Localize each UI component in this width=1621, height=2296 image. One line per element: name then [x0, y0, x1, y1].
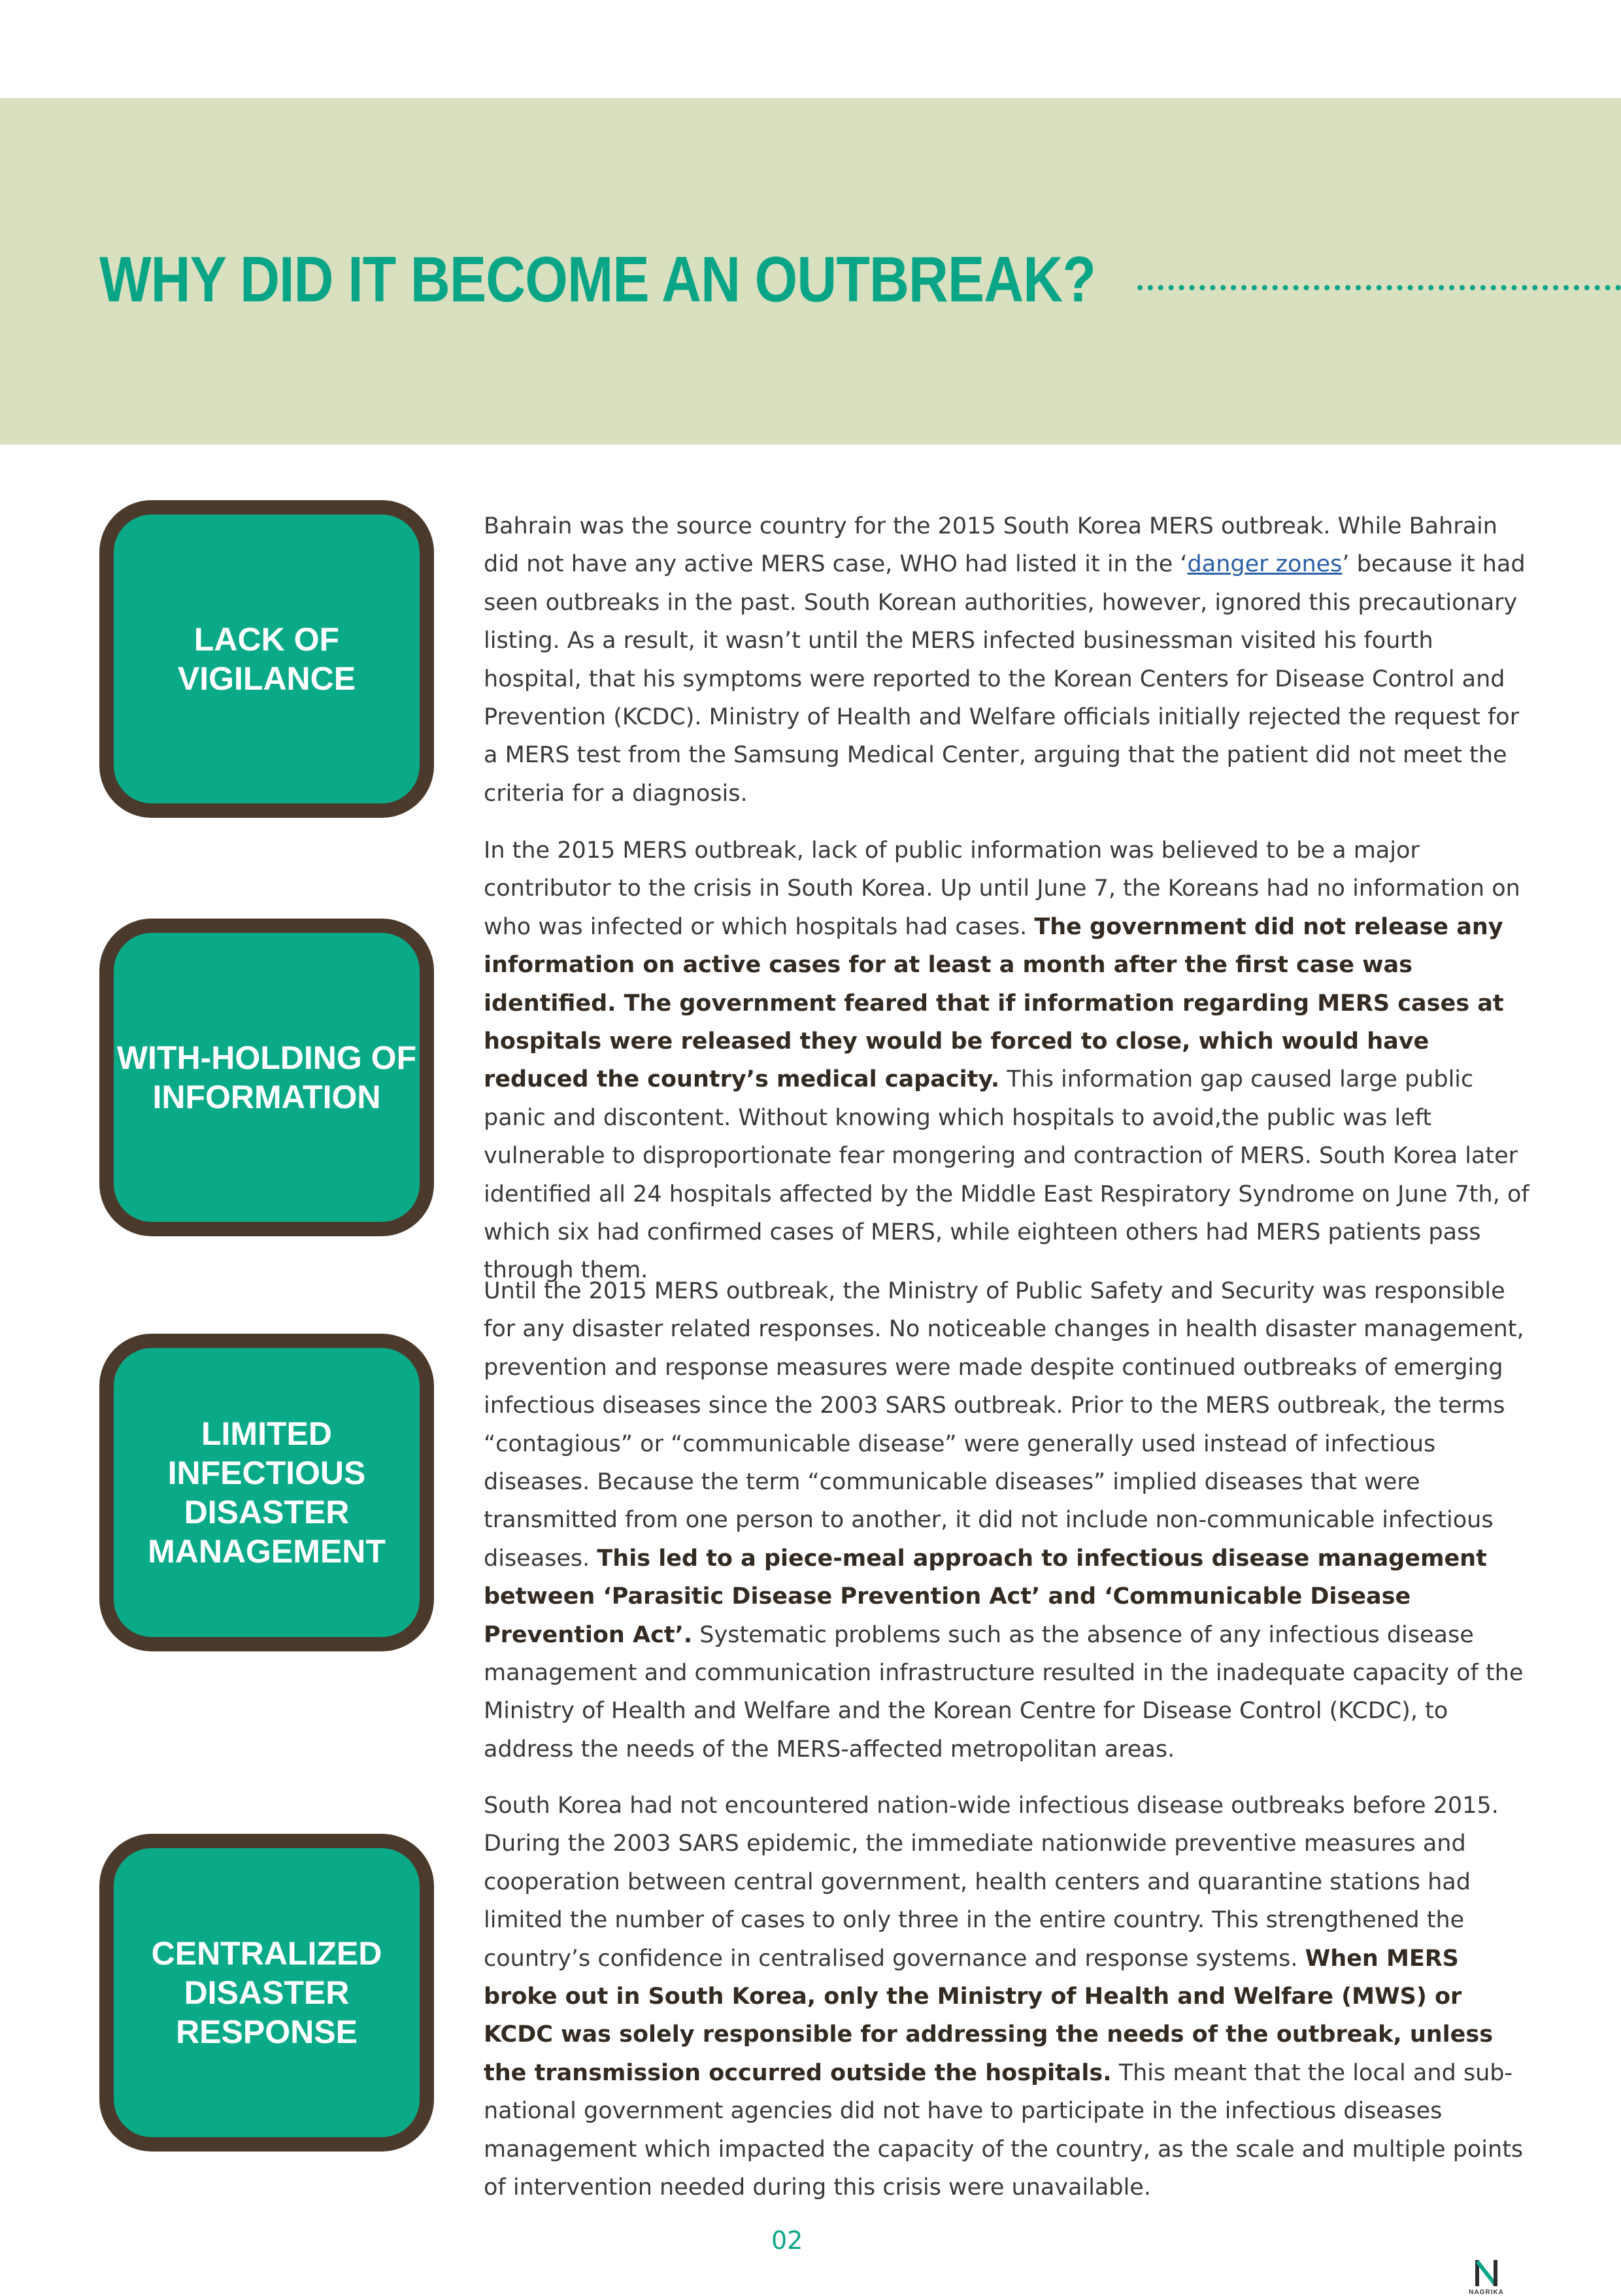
paragraph-text: Bahrain was the source country for the 2015 South Korea MERS outbreak. While Bahrain did not have any active MERS case, WHO had listed it in the ‘: [484, 513, 1497, 578]
section-label-centralized-disaster-response: [99, 1834, 434, 2152]
paragraph-text: This information gap caused large public panic and discontent. Without knowing which hospitals to avoid,the public was left vulnerable to disproportionate fear mongering and contraction of MERS. South Korea later identified all 24 hospitals affected by the Middle East Respiratory Syndrome on June 7th, of which six had confirmed cases of MERS, while eighteen others had MERS patients pass through them.: [484, 1066, 1529, 1284]
section-label-with-holding-information: [99, 919, 434, 1236]
paragraph-bold-text: When MERS broke out in South Korea, only the Ministry of Health and Welfare (MWS) or KCDC was solely responsible for addressing the needs of the outbreak, unless the transmission occurred outside the hospitals.: [484, 1945, 1494, 2086]
section-label-text: LIMITED INFECTIOUS DISASTER MANAGEMENT: [148, 1415, 386, 1570]
section-label-lack-of-vigilance: [99, 500, 434, 818]
nagrika-logo-icon: [1473, 2259, 1499, 2288]
paragraph-text: ’ because it had seen outbreaks in the past. South Korean authorities, however, ignored this precautionary listing. As a result, it wasn’t until the MERS infected businessman visited his fourth hospital, that his symptoms were reported to the Korean Centers for Disease Control and Prevention (KCDC). Ministry of Health and Welfare officials initially rejected the request for a MERS test from the Samsung Medical Center, arguing that the patient did not meet the criteria for a diagnosis.: [484, 551, 1526, 807]
paragraph-bold-text: This led to a piece-meal approach to infectious disease management between ‘Parasitic Disease Prevention Act’ and ‘Communicable Disease Prevention Act’.: [484, 1545, 1487, 1648]
paragraph-text: This meant that the local and sub-national government agencies did not have to participate in the infectious diseases management which impacted the capacity of the country, as the scale and multiple points of intervention needed during this crisis were unavailable.: [484, 2059, 1524, 2201]
paragraph-with-holding-information: [484, 832, 1529, 1290]
paragraph-text: In the 2015 MERS outbreak, lack of public information was believed to be a major contributor to the crisis in South Korea. Up until June 7, the Koreans had no information on who was infected or which hospitals had cases.: [484, 837, 1520, 940]
paragraph-text: Until the 2015 MERS outbreak, the Ministry of Public Safety and Security was responsible for any disaster related responses. No noticeable changes in health disaster management, prevention and response measures were made despite continued outbreaks of emerging infectious diseases since the 2003 SARS outbreak. Prior to the MERS outbreak, the terms “contagious” or “communicable disease” were generally used instead of infectious diseases. Because the term “communicable diseases” implied diseases that were transmitted from one person to another, it did not include non-communicable infectious diseases.: [484, 1278, 1524, 1572]
page-number: 02: [771, 2226, 803, 2255]
section-label-text: CENTRALIZED DISASTER RESPONSE: [151, 1935, 382, 2050]
paragraph-limited-infectious-disaster-management: [484, 1272, 1529, 1768]
danger-zones-link[interactable]: danger zones: [1187, 551, 1343, 578]
paragraph-centralized-disaster-response: [484, 1787, 1529, 2206]
paragraph-lack-of-vigilance: [484, 507, 1529, 813]
title-dotted-rule: [1137, 285, 1621, 290]
nagrika-logo: [1467, 2259, 1506, 2296]
section-label-text: LACK OF VIGILANCE: [177, 621, 356, 697]
section-label-text: WITH-HOLDING OF INFORMATION: [116, 1039, 417, 1115]
paragraph-text: South Korea had not encountered nation-wide infectious disease outbreaks before 2015. During the 2003 SARS epidemic, the immediate nationwide preventive measures and cooperation between central government, health centers and quarantine stations had limited the number of cases to only three in the entire country. This strengthened the country’s confidence in centralised governance and response systems.: [484, 1793, 1499, 1972]
page-title: WHY DID IT BECOME AN OUTBREAK?: [99, 243, 1096, 315]
section-label-limited-infectious-disaster-management: [99, 1334, 434, 1651]
paragraph-bold-text: The government did not release any information on active cases for at least a month after the first case was identified. The government feared that if information regarding MERS cases at hospitals were released they would be forced to close, which would have reduced the country’s medical capacity.: [484, 913, 1504, 1093]
logo-wordmark: NAGRIKA: [1469, 2289, 1504, 2296]
paragraph-text: Systematic problems such as the absence of any infectious disease management and communication infrastructure resulted in the inadequate capacity of the Ministry of Health and Welfare and the Korean Centre for Disease Control (KCDC), to address the needs of the MERS-affected metropolitan areas.: [484, 1621, 1524, 1763]
